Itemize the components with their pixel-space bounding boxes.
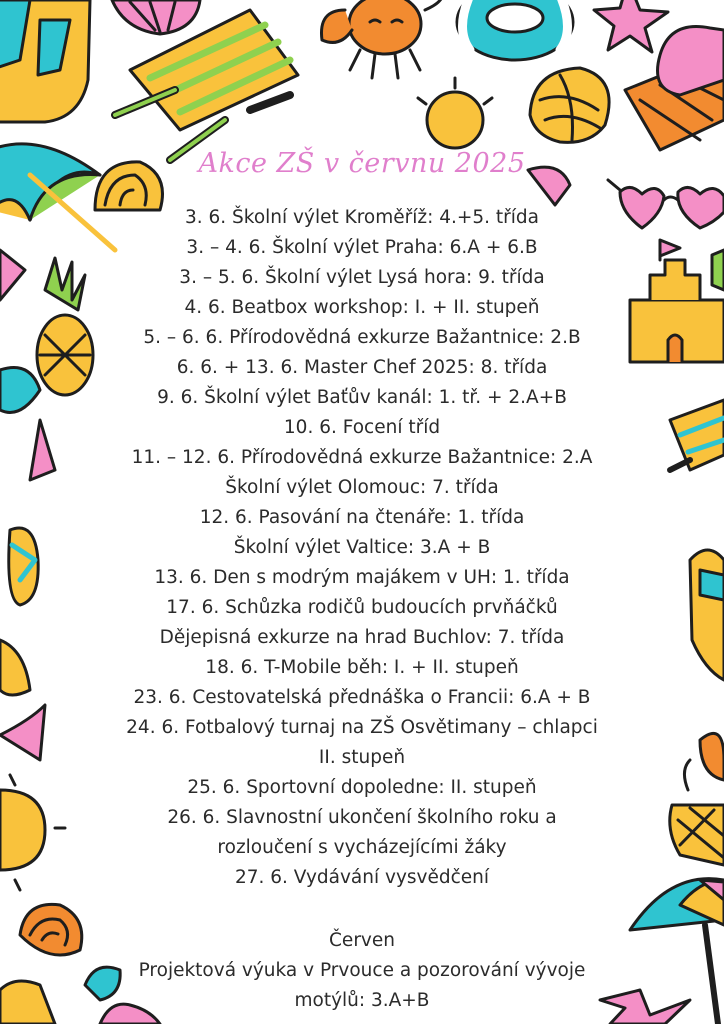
event-line: rozloučení s vycházejícími žáky [217,837,507,858]
event-line: 23. 6. Cestovatelská přednáška o Francii: 6.A + B [133,687,591,708]
event-line: 9. 6. Školní výlet Baťův kanál: 1. tř. + 2.A+B [157,387,567,408]
event-line: Dějepisná exkurze na hrad Buchlov: 7. třída [159,627,565,648]
event-line: Školní výlet Olomouc: 7. třída [225,477,499,498]
starfish-icon [30,420,55,480]
event-line: 5. – 6. 6. Přírodovědná exkurze Bažantnice: 2.B [143,327,581,348]
event-line: 3. 6. Školní výlet Kroměříž: 4.+5. třída [184,207,539,228]
event-line: 3. – 4. 6. Školní výlet Praha: 6.A + 6.B [186,237,538,258]
sun-icon [0,775,65,890]
event-line: 24. 6. Fotbalový turnaj na ZŠ Osvětimany – chlapci [126,717,598,738]
event-line: 27. 6. Vydávání vysvědčení [234,867,490,888]
leaf-icon [0,368,40,413]
beach-chair-icon [670,400,724,470]
june-section [60,926,664,1016]
event-line: II. stupeň [318,747,406,768]
leaf-icon [0,640,30,695]
june-heading: Červen [329,930,395,951]
event-line: 17. 6. Schůzka rodičů budoucích prvňáčků [166,597,558,618]
beach-umbrella-icon [0,705,45,760]
crab-icon [684,733,724,790]
event-line: 12. 6. Pasování na čtenáře: 1. třída [199,507,525,528]
event-line: 18. 6. T-Mobile běh: I. + II. stupeň [205,657,519,678]
event-line: 10. 6. Focení tříd [283,417,441,438]
event-line: 11. – 12. 6. Přírodovědná exkurze Bažantnice: 2.A [131,447,593,468]
surfboard-icon [0,981,55,1024]
palm-leaf-icon [0,250,25,300]
event-line: 3. – 5. 6. Školní výlet Lysá hora: 9. třída [179,267,545,288]
event-line: 26. 6. Slavnostní ukončení školního roku a [167,807,557,828]
surfboard-icon [690,550,724,680]
flag-icon [712,250,724,290]
event-line: 25. 6. Sportovní dopoledne: II. stupeň [187,777,537,798]
page-title: Akce ZŠ v červnu 2025 [198,148,526,179]
june-line: motýlů: 3.A+B [294,990,430,1011]
announcement-content [60,0,664,1024]
event-line: 6. 6. + 13. 6. Master Chef 2025: 8. třída [176,357,548,378]
june-line: Projektová výuka v Prvouce a pozorování vývoje [138,960,586,981]
event-line: 13. 6. Den s modrým majákem v UH: 1. třída [154,567,570,588]
event-line: 4. 6. Beatbox workshop: I. + II. stupeň [184,297,540,318]
ice-cream-cone-icon [670,805,724,865]
flip-flop-icon [9,528,38,605]
event-list [60,203,664,893]
event-line: Školní výlet Valtice: 3.A + B [233,537,491,558]
